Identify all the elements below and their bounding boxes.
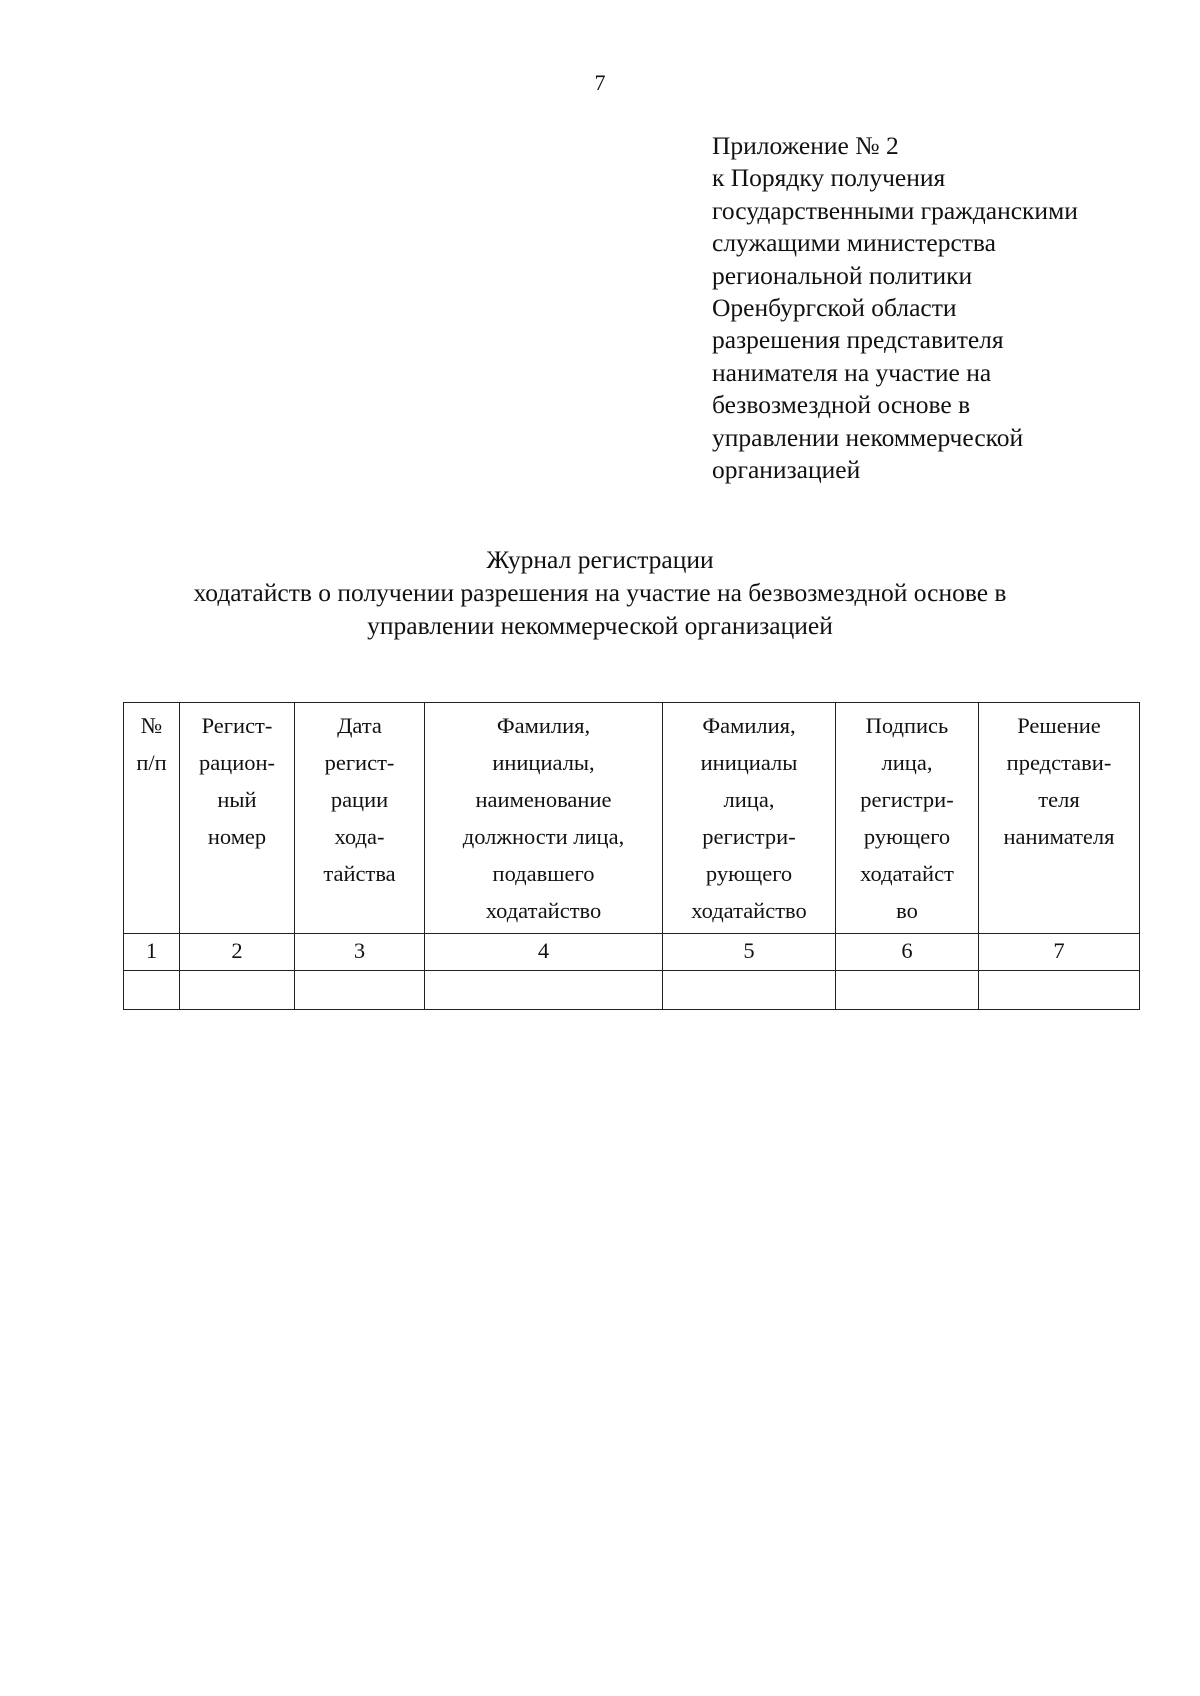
column-number: 7 (979, 934, 1140, 971)
appendix-line: организацией (712, 455, 861, 485)
title-line: Журнал регистрации (486, 545, 714, 574)
column-header-text: Фамилия, инициалы лица, регистри- рующего ходатайство (691, 713, 807, 923)
column-number: 4 (425, 934, 663, 971)
registration-journal-table (123, 702, 1140, 1010)
column-header-text: Дата регист- рации хода- тайства (323, 713, 396, 886)
empty-cell (295, 971, 425, 1010)
column-number: 6 (836, 934, 979, 971)
appendix-line: нанимателя на участие на (712, 357, 992, 387)
empty-cell (425, 971, 663, 1010)
column-header (425, 703, 663, 934)
column-header (663, 703, 836, 934)
column-header-text: Фамилия, инициалы, наименование должности лица, подавшего ходатайство (462, 713, 625, 923)
column-header (124, 703, 180, 934)
appendix-line: управлении некоммерческой (712, 422, 1024, 452)
column-header (979, 703, 1140, 934)
column-header (295, 703, 425, 934)
column-header-text: Решение представи- теля нанимателя (1003, 713, 1115, 849)
appendix-line: безвозмездной основе в (712, 390, 971, 420)
appendix-note (712, 130, 1182, 486)
empty-entry-row (124, 971, 1140, 1010)
appendix-line: региональной политики (712, 260, 973, 290)
column-number: 2 (180, 934, 295, 971)
page-number: 7 (594, 70, 606, 95)
column-number-row (124, 934, 1140, 971)
appendix-line: Приложение № 2 (712, 131, 899, 160)
column-header (836, 703, 979, 934)
empty-cell (979, 971, 1140, 1010)
column-number: 5 (663, 934, 836, 971)
appendix-line: Оренбургской области (712, 293, 957, 323)
title-line: управлении некоммерческой организацией (367, 611, 833, 640)
table-header-row (124, 703, 1140, 934)
empty-cell (124, 971, 180, 1010)
column-header-text: Подпись лица, регистри- рующего ходатайст во (860, 713, 954, 923)
title-line: ходатайств о получении разрешения на участие на безвозмездной основе в (193, 578, 1007, 607)
document-title (0, 543, 1200, 642)
column-number: 1 (124, 934, 180, 971)
appendix-line: к Порядку получения (712, 163, 946, 193)
empty-cell (180, 971, 295, 1010)
column-header-text: № п/п (136, 713, 167, 775)
appendix-line: разрешения представителя (712, 325, 1004, 355)
appendix-line: служащими министерства (712, 228, 996, 258)
appendix-line: государственными гражданскими (712, 195, 1078, 225)
column-header-text: Регист- рацион- ный номер (198, 713, 276, 849)
empty-cell (663, 971, 836, 1010)
column-header (180, 703, 295, 934)
column-number: 3 (295, 934, 425, 971)
empty-cell (836, 971, 979, 1010)
